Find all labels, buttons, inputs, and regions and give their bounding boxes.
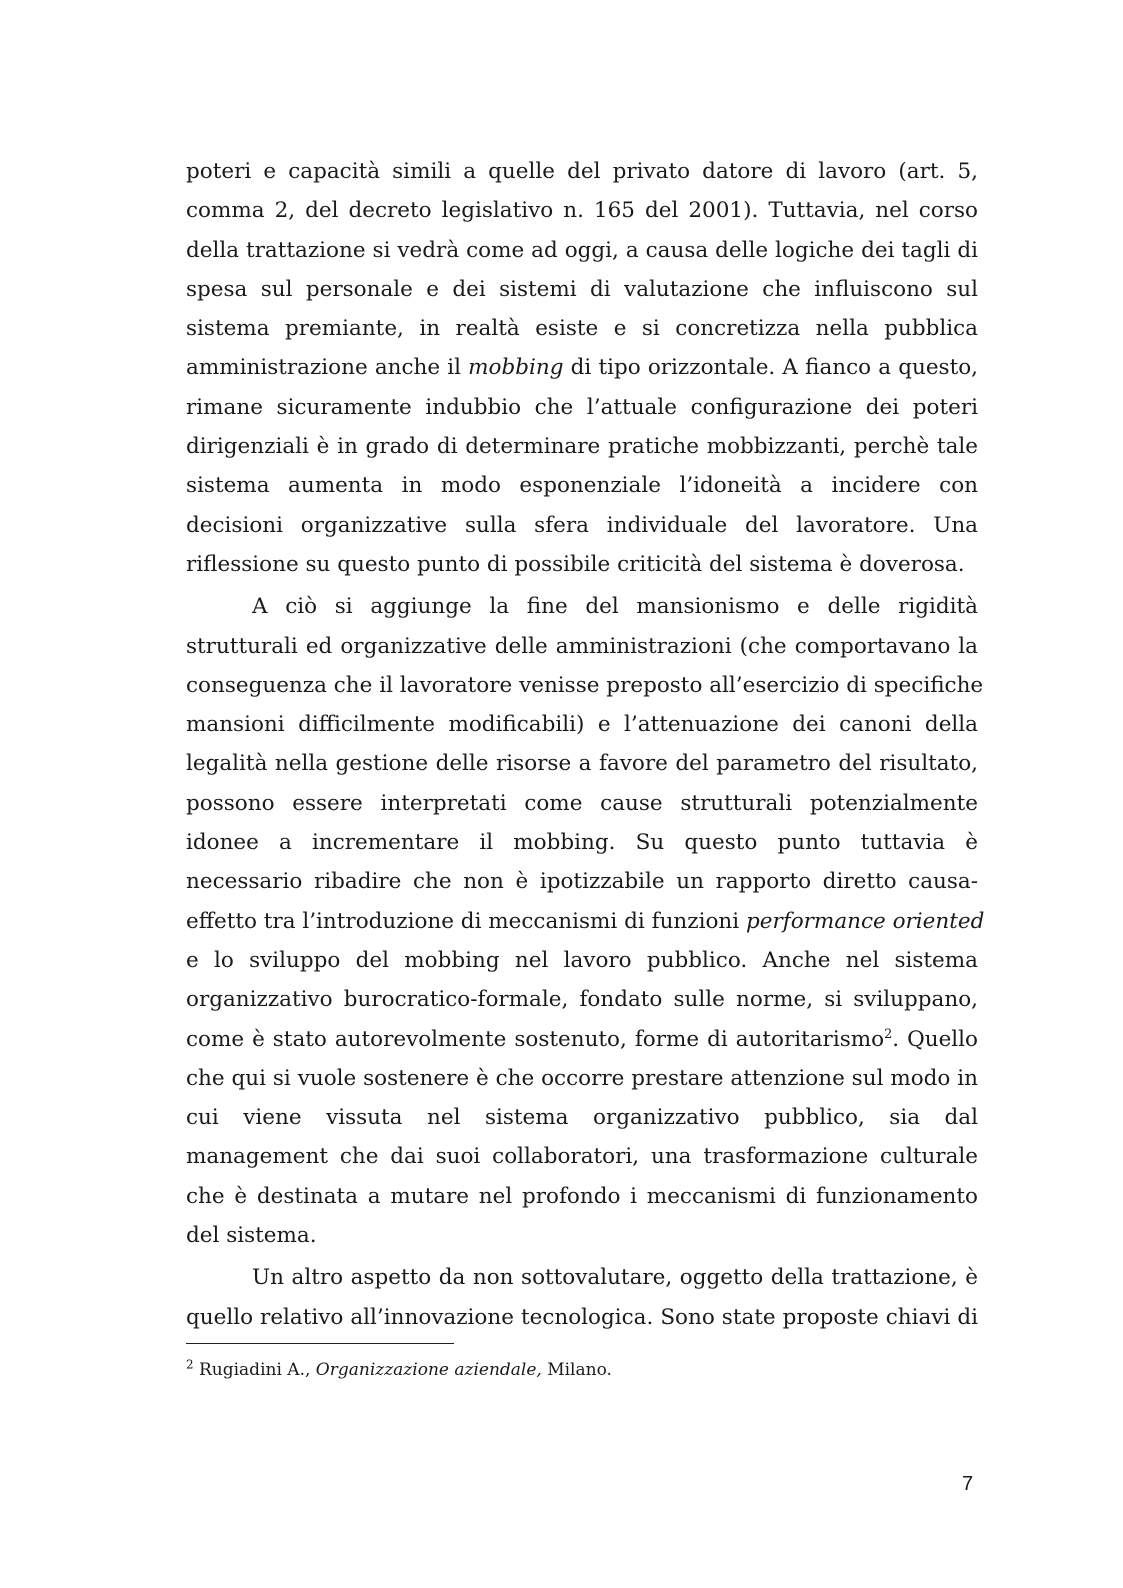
text-line: e lo sviluppo del mobbing nel lavoro pubblico. Anche nel sistema bbox=[186, 947, 978, 973]
text-line bbox=[186, 902, 985, 941]
emphasis-text: performance oriented bbox=[745, 908, 985, 934]
text-line: comma 2, del decreto legislativo n. 165 del 2001). Tuttavia, nel corso bbox=[186, 198, 978, 224]
text-line: sistema premiante, in realtà esiste e si concretizza nella pubblica bbox=[186, 316, 978, 342]
text-line: riflessione su questo punto di possibile criticità del sistema è doverosa. bbox=[186, 551, 965, 577]
footnote-title: Organizzazione aziendale, bbox=[315, 1360, 542, 1380]
text-line: idonee a incrementare il mobbing. Su questo punto tuttavia è bbox=[186, 830, 978, 856]
text-run: effetto tra l’introduzione di meccanismi di funzioni bbox=[186, 908, 746, 934]
footnote-separator bbox=[186, 1343, 454, 1344]
text-line: cui viene vissuta nel sistema organizzativo pubblico, sia dal bbox=[186, 1105, 978, 1131]
footnote bbox=[186, 1358, 612, 1382]
text-line: dirigenziali è in grado di determinare pratiche mobbizzanti, perchè tale bbox=[186, 434, 978, 460]
text-line: A ciò si aggiunge la fine del mansionismo e delle rigidità bbox=[252, 594, 978, 620]
text-line: poteri e capacità simili a quelle del privato datore di lavoro (art. 5, bbox=[186, 159, 978, 184]
text-line: conseguenza che il lavoratore venisse preposto all’esercizio di specifiche bbox=[186, 672, 984, 698]
text-line: che qui si vuole sostenere è che occorre prestare attenzione sul modo in bbox=[186, 1065, 978, 1091]
text-run: . Quello bbox=[892, 1026, 979, 1052]
text-line: organizzativo burocratico-formale, fondato sulle norme, si sviluppano, bbox=[186, 987, 978, 1013]
text-line: mansioni difficilmente modificabili) e l’attenuazione dei canoni della bbox=[186, 712, 978, 738]
text-line: strutturali ed organizzative delle amministrazioni (che comportavano la bbox=[186, 633, 978, 659]
text-line: della trattazione si vedrà come ad oggi, a causa delle logiche dei tagli di bbox=[186, 237, 978, 263]
text-line: Un altro aspetto da non sottovalutare, oggetto della trattazione, è bbox=[252, 1265, 978, 1291]
footnote-place: Milano. bbox=[541, 1360, 612, 1380]
body-text bbox=[186, 152, 985, 1337]
paragraph-2 bbox=[186, 587, 985, 1255]
emphasis-text: mobbing bbox=[468, 355, 564, 381]
footnote-marker: 2 bbox=[186, 1357, 194, 1372]
text-run: amministrazione anche il bbox=[186, 355, 469, 381]
footnote-reference: 2 bbox=[884, 1026, 893, 1042]
text-line: spesa sul personale e dei sistemi di valutazione che influiscono sul bbox=[186, 276, 978, 302]
text-line: possono essere interpretati come cause strutturali potenzialmente bbox=[186, 790, 978, 816]
text-run: di tipo orizzontale. A fianco a questo, bbox=[563, 355, 978, 381]
text-line: quello relativo all’innovazione tecnologica. Sono state proposte chiavi di bbox=[186, 1304, 978, 1330]
paragraph-1 bbox=[186, 152, 978, 584]
text-line: del sistema. bbox=[186, 1223, 317, 1249]
text-line: decisioni organizzative sulla sfera individuale del lavoratore. Una bbox=[186, 512, 978, 538]
paragraph-3 bbox=[186, 1258, 978, 1337]
text-line: sistema aumenta in modo esponenziale l’idoneità a incidere con bbox=[186, 473, 978, 499]
page-number: 7 bbox=[962, 1473, 974, 1495]
text-line: che è destinata a mutare nel profondo i meccanismi di funzionamento bbox=[186, 1183, 978, 1209]
text-line bbox=[186, 1020, 978, 1059]
text-line: rimane sicuramente indubbio che l’attuale configurazione dei poteri bbox=[186, 394, 978, 420]
text-run: come è stato autorevolmente sostenuto, forme di autoritarismo bbox=[186, 1026, 885, 1052]
text-line: legalità nella gestione delle risorse a favore del parametro del risultato, bbox=[186, 751, 978, 777]
footnote-author: Rugiadini A., bbox=[193, 1360, 316, 1380]
text-line bbox=[186, 348, 978, 387]
text-line: management che dai suoi collaboratori, una trasformazione culturale bbox=[186, 1144, 978, 1170]
text-line: necessario ribadire che non è ipotizzabile un rapporto diretto causa- bbox=[186, 869, 978, 895]
